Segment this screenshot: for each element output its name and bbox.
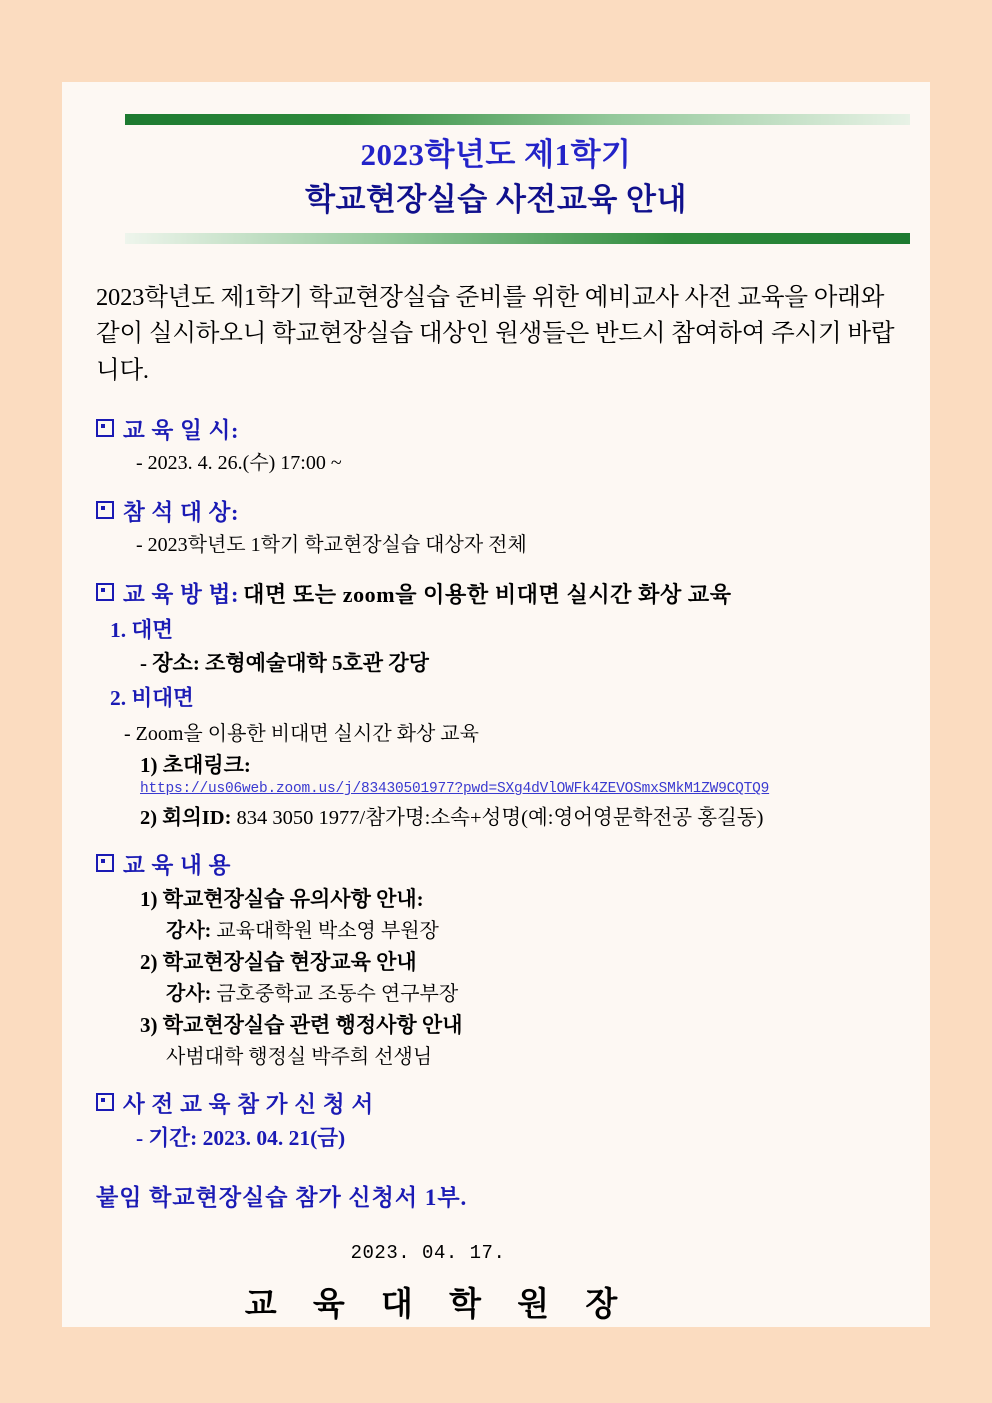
page-title-line2: 학교현장실습 사전교육 안내 [305,182,687,218]
bullet-square-icon [96,583,114,601]
bullet-square-icon [96,1093,114,1111]
contents-item-3: 3) 학교현장실습 관련 행정사항 안내 [140,1013,463,1038]
bullet-square-icon [96,501,114,519]
method-meeting-id-label: 2) 회의ID: [140,807,232,830]
section-datetime [96,413,900,477]
zoom-invite-link[interactable]: https://us06web.zoom.us/j/83430501977?pwd=SXg4dVlOWFk4ZEVOSmxSMkM1ZW9CQTQ9 [140,781,770,798]
method-meeting-id-row [140,800,900,830]
section-audience [96,495,900,559]
section-audience-heading-text: 참 석 대 상: [123,500,240,526]
section-application-heading [96,1087,900,1119]
section-contents-heading-text: 교 육 내 용 [123,853,232,879]
section-datetime-heading-text: 교 육 일 시: [123,418,240,444]
section-method [96,577,900,830]
contents-item-1: 1) 학교현장실습 유의사항 안내: [140,887,424,912]
contents-item-2-teacher-name: 금호중학교 조동수 연구부장 [216,983,459,1006]
section-application-period: - 기간: 2023. 04. 21(금) [136,1126,346,1151]
bullet-square-icon [96,419,114,437]
method-meeting-id-value: 834 3050 1977/참가명:소속+성명(예:영어영문학전공 홍길동) [236,807,764,830]
method-item-1-location: - 장소: 조형예술대학 5호관 강당 [140,651,429,676]
attachment-note: 붙임 학교현장실습 참가 신청서 1부. [96,1185,468,1211]
contents-item-2: 2) 학교현장실습 현장교육 안내 [140,950,417,975]
contents-item-1-teacher-label: 강사: [166,920,212,943]
method-item-2: 2. 비대면 [110,686,194,711]
section-application-heading-text: 사 전 교 육 참 가 신 청 서 [123,1092,374,1118]
section-datetime-item: - 2023. 4. 26.(수) 17:00 ~ [136,452,342,475]
header-rule-top [125,114,910,125]
section-contents-heading [96,848,900,880]
document-signature: 교 육 대 학 원 장 [244,1287,632,1324]
document-body [92,280,900,1325]
contents-item-1-teacher-name: 교육대학원 박소영 부원장 [216,920,439,943]
method-invite-link-label: 1) 초대링크: [140,753,251,778]
header-rule-bottom [125,233,910,244]
contents-item-2-teacher-label: 강사: [166,983,212,1006]
document-inner [92,114,900,1325]
contents-item-2-teacher-row [166,977,900,1006]
document-title-block [92,125,900,225]
bullet-square-icon [96,854,114,872]
section-method-heading-tail: 대면 또는 zoom을 이용한 비대면 실시간 화상 교육 [243,582,732,608]
section-contents [96,848,900,1069]
section-datetime-heading [96,413,900,445]
page-title-line1: 2023학년도 제1학기 [360,137,632,172]
document-date: 2023. 04. 17. [350,1242,506,1265]
section-audience-heading [96,495,900,527]
section-method-heading-text: 교 육 방 법: [123,582,240,608]
method-item-1: 1. 대면 [110,618,174,643]
contents-item-1-teacher-row [166,914,900,943]
section-application [96,1087,900,1153]
section-method-heading [96,577,900,609]
document-page [62,82,930,1327]
contents-item-3-teacher-name: 사범대학 행정실 박주희 선생님 [166,1046,433,1069]
intro-paragraph: 2023학년도 제1학기 학교현장실습 준비를 위한 예비교사 사전 교육을 아래와 같이 실시하오니 학교현장실습 대상인 원생들은 반드시 참여하여 주시기 바랍니다. [96,284,895,384]
section-audience-item: - 2023학년도 1학기 학교현장실습 대상자 전체 [136,534,527,557]
method-item-2-desc: - Zoom을 이용한 비대면 실시간 화상 교육 [124,723,479,746]
